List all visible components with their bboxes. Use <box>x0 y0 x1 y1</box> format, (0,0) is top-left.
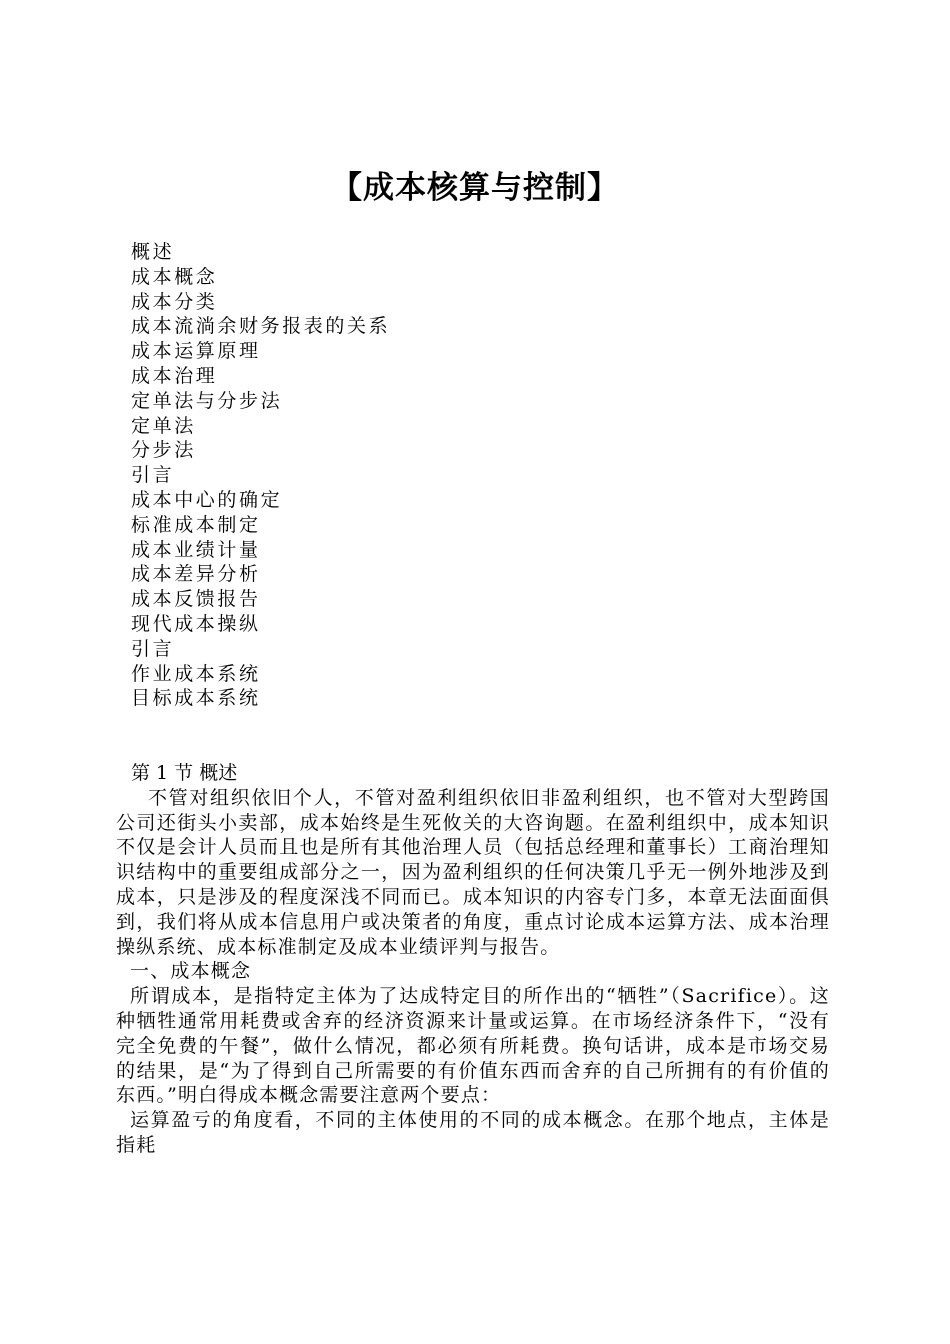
toc-item[interactable]: 成本差异分析 <box>131 563 261 586</box>
subsection-heading: 一、成本概念 <box>130 960 252 983</box>
toc-item[interactable]: 成本业绩计量 <box>131 538 261 561</box>
section-body <box>116 761 830 1158</box>
toc-item[interactable]: 定单法与分步法 <box>131 389 283 412</box>
toc-item[interactable]: 成本概念 <box>131 265 218 288</box>
toc-item[interactable]: 成本治理 <box>131 364 218 387</box>
section-heading: 第 1 节 概述 <box>131 762 238 784</box>
toc-item[interactable]: 定单法 <box>131 414 196 437</box>
toc-item[interactable]: 目标成本系统 <box>131 687 261 710</box>
intro-paragraph: 不管对组织依旧个人，不管对盈利组织依旧非盈利组织，也不管对大型跨国公司还街头小卖部，成本始终是生死攸关的大咨询题。在盈利组织中，成本知识不仅是会计人员而且也是所有其他治理人员（包括总经理和董事长）工商治理知识结构中的重要组成部分之一，因为盈利组织的任何决策几乎无一例外地涉及到成本，只是涉及的程度深浅不同而已。成本知识的内容专门多，本章无法面面俱到，我们将从成本信息用户或决策者的角度，重点讨论成本运算方法、成本治理操纵系统、成本标准制定及成本业绩评判与报告。 <box>116 786 830 958</box>
document-title: 【成本核算与控制】 <box>331 170 619 206</box>
toc-item[interactable]: 现代成本操纵 <box>131 612 261 635</box>
toc-item[interactable]: 引言 <box>131 637 175 660</box>
table-of-contents <box>131 240 390 711</box>
toc-item[interactable]: 分步法 <box>131 439 196 462</box>
point-paragraph: 运算盈亏的角度看，不同的主体使用的不同的成本概念。在那个地点，主体是指耗 <box>116 1109 830 1156</box>
toc-item[interactable]: 标准成本制定 <box>131 513 261 536</box>
toc-item[interactable]: 作业成本系统 <box>131 662 261 685</box>
toc-item[interactable]: 成本反馈报告 <box>131 588 261 611</box>
toc-item[interactable]: 成本运算原理 <box>131 340 261 363</box>
toc-item[interactable]: 成本分类 <box>131 290 218 313</box>
toc-item[interactable]: 成本流淌余财务报表的关系 <box>131 315 391 338</box>
toc-item[interactable]: 引言 <box>131 464 175 487</box>
toc-item[interactable]: 成本中心的确定 <box>131 488 283 511</box>
toc-item[interactable]: 概述 <box>131 241 175 263</box>
concept-paragraph: 所谓成本，是指特定主体为了达成特定目的所作出的“牺牲”（Sacrifice）。这种牺牲通常用耗费或舍弃的经济资源来计量或运算。在市场经济条件下，“没有完全免费的午餐”，做什么情况，都必须有所耗费。换句话讲，成本是市场交易的结果，是“为了得到自己所需要的有价值东西而舍弃的自己所拥有的有价值的东西。”明白得成本概念需要注意两个要点： <box>116 985 830 1107</box>
